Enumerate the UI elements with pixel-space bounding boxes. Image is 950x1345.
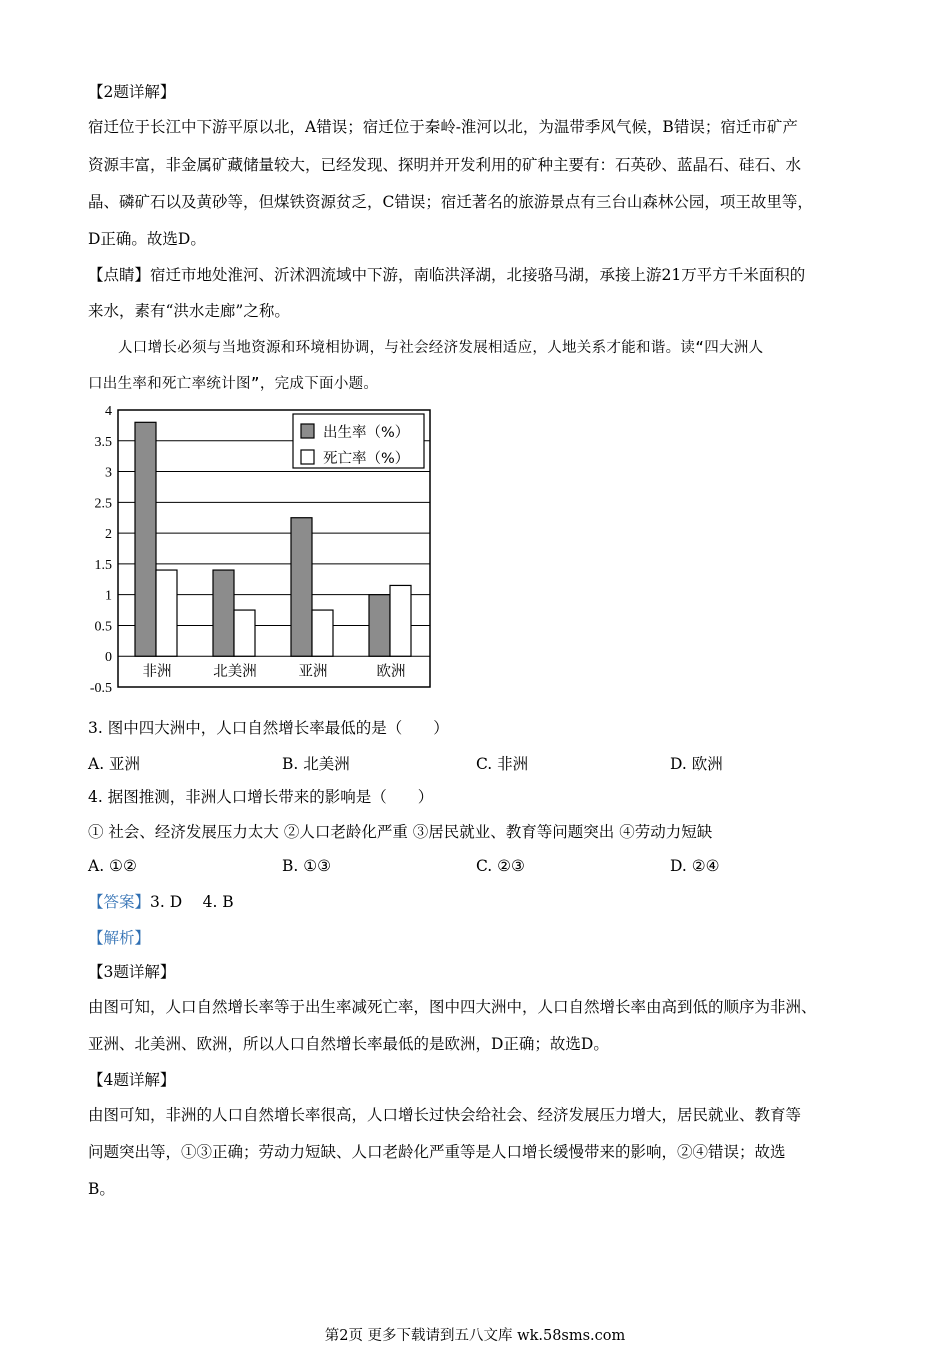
section4-heading: 【4题详解】 xyxy=(88,1071,176,1089)
q3-option-d[interactable]: D. 欧洲 xyxy=(670,755,723,773)
y-tick-label: -0.5 xyxy=(89,681,112,695)
legend-label: 出生率（%） xyxy=(323,425,410,441)
y-tick-label: 2 xyxy=(105,527,112,543)
birth-rate-bar-1 xyxy=(213,570,234,656)
q4-options xyxy=(88,857,868,879)
x-category-label: 亚洲 xyxy=(298,664,328,681)
section3-heading: 【3题详解】 xyxy=(88,963,176,981)
section2-line-2: 资源丰富，非金属矿藏储量较大，已经发现、探明并开发利用的矿种主要有：石英砂、蓝晶石、硅石、水 xyxy=(88,156,802,174)
death-rate-bar-1 xyxy=(234,610,255,656)
birth-rate-bar-2 xyxy=(291,518,312,657)
answer-text: 3. D 4. B xyxy=(150,893,234,911)
material-line-1: 人口增长必须与当地资源和环境相协调，与社会经济发展相适应，人地关系才能和谐。读“四大洲人 xyxy=(118,340,764,356)
q3-option-c[interactable]: C. 非洲 xyxy=(476,755,529,773)
birth-death-rate-chart xyxy=(82,400,442,695)
section4-line-1: 由图可知，非洲的人口自然增长率很高，人口增长过快会给社会、经济发展压力增大，居民就业、教育等 xyxy=(88,1106,802,1124)
answer-line xyxy=(88,892,234,912)
birth-rate-bar-0 xyxy=(135,422,156,656)
y-tick-label: 1 xyxy=(105,588,112,604)
q4-option-a[interactable]: A. ①② xyxy=(88,857,137,875)
analysis-label: 【解析】 xyxy=(88,929,151,947)
section2-line-3: 晶、磷矿石以及黄砂等，但煤铁资源贫乏，C错误；宿迁著名的旅游景点有三台山森林公园，项王故里等， xyxy=(88,193,813,211)
section3-line-2: 亚洲、北美洲、欧洲，所以人口自然增长率最低的是欧洲，D正确；故选D。 xyxy=(88,1035,609,1053)
legend-swatch xyxy=(301,450,314,464)
x-category-label: 非洲 xyxy=(142,664,172,681)
y-tick-label: 0 xyxy=(105,650,112,666)
x-category-label: 北美洲 xyxy=(213,664,257,681)
section2-heading: 【2题详解】 xyxy=(88,83,176,101)
section4-line-2: 问题突出等，①③正确；劳动力短缺、人口老龄化严重等是人口增长缓慢带来的影响，②④错误；故选 xyxy=(88,1143,786,1161)
q4-statements: ① 社会、经济发展压力太大 ②人口老龄化严重 ③居民就业、教育等问题突出 ④劳动力短缺 xyxy=(88,823,713,841)
y-tick-label: 1.5 xyxy=(94,557,112,573)
page-footer: 第2页 更多下载请到五八文库 wk.58sms.com xyxy=(324,1328,626,1344)
q4-option-b[interactable]: B. ①③ xyxy=(282,857,332,875)
answer-label: 【答案】 xyxy=(88,893,151,911)
y-tick-label: 3 xyxy=(105,465,112,481)
y-tick-label: 4 xyxy=(105,404,112,419)
q3-stem: 3. 图中四大洲中，人口自然增长率最低的是（ ） xyxy=(88,719,449,737)
section2-line-1: 宿迁位于长江中下游平原以北，A错误；宿迁位于秦岭-淮河以北，为温带季风气候，B错误；宿迁市矿产 xyxy=(88,118,798,136)
tip-line-1: 【点睛】宿迁市地处淮河、沂沭泗流域中下游，南临洪泽湖，北接骆马湖，承接上游21万平方千米面积的 xyxy=(88,266,806,284)
material-line-2: 口出生率和死亡率统计图”，完成下面小题。 xyxy=(88,376,379,392)
section3-line-1: 由图可知，人口自然增长率等于出生率减死亡率，图中四大洲中，人口自然增长率由高到低的顺序为非洲、 xyxy=(88,998,817,1016)
y-tick-label: 3.5 xyxy=(94,434,112,450)
q3-option-a[interactable]: A. 亚洲 xyxy=(88,755,141,773)
death-rate-bar-0 xyxy=(156,570,177,656)
x-category-label: 欧洲 xyxy=(376,664,406,681)
section2-line-4: D正确。故选D。 xyxy=(88,230,206,248)
q3-options xyxy=(88,752,868,774)
y-tick-label: 2.5 xyxy=(94,496,112,512)
death-rate-bar-3 xyxy=(390,585,411,656)
legend-label: 死亡率（%） xyxy=(323,451,410,467)
y-tick-label: 0.5 xyxy=(94,619,112,635)
section4-line-3: B。 xyxy=(88,1180,115,1198)
birth-rate-bar-3 xyxy=(369,595,390,657)
death-rate-bar-2 xyxy=(312,610,333,656)
q4-option-d[interactable]: D. ②④ xyxy=(670,857,720,875)
q3-option-b[interactable]: B. 北美洲 xyxy=(282,755,350,773)
legend-swatch xyxy=(301,424,314,438)
q4-stem: 4. 据图推测，非洲人口增长带来的影响是（ ） xyxy=(88,788,434,806)
tip-line-2: 来水，素有“洪水走廊”之称。 xyxy=(88,302,290,320)
q4-option-c[interactable]: C. ②③ xyxy=(476,857,525,875)
